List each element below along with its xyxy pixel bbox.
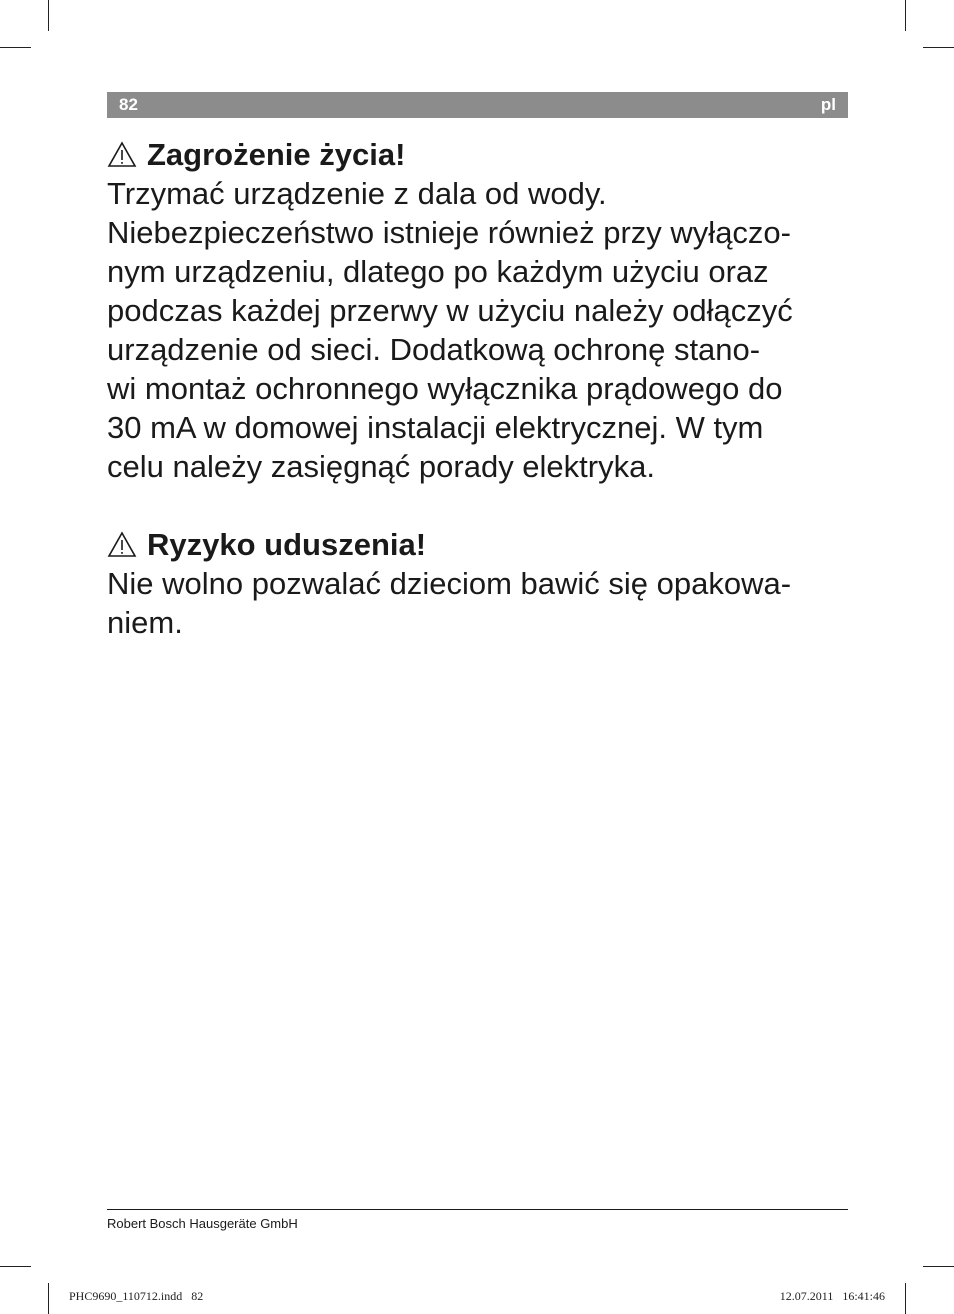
- page-number: 82: [119, 95, 138, 114]
- crop-mark: [0, 1266, 31, 1267]
- page-header-bar: [107, 92, 848, 118]
- paragraph-line: Niebezpieczeństwo istnieje również przy wyłączo-: [107, 215, 791, 250]
- paragraph-line: wi montaż ochronnego wyłącznika prądowego do: [107, 371, 783, 406]
- crop-mark: [923, 1266, 954, 1267]
- crop-mark: [48, 1283, 49, 1314]
- paragraph-line: Trzymać urządzenie z dala od wody.: [107, 176, 607, 211]
- crop-mark: [48, 0, 49, 31]
- paragraph-line: podczas każdej przerwy w użyciu należy odłączyć: [107, 293, 793, 328]
- paragraph-line: 30 mA w domowej instalacji elektrycznej. W tym: [107, 410, 764, 445]
- warning-title: Ryzyko uduszenia!: [147, 527, 427, 562]
- warning-triangle-icon: [107, 141, 137, 168]
- crop-mark: [905, 1283, 906, 1314]
- page-content: [107, 135, 848, 642]
- paragraph-line: Nie wolno pozwalać dzieciom bawić się opakowa-: [107, 566, 792, 601]
- crop-mark: [923, 47, 954, 48]
- crop-mark: [905, 0, 906, 31]
- footer-company: Robert Bosch Hausgeräte GmbH: [107, 1216, 298, 1231]
- footer-divider: [107, 1209, 848, 1210]
- warning-section: [107, 135, 848, 486]
- paragraph-line: niem.: [107, 605, 183, 640]
- warning-title: Zagrożenie życia!: [147, 137, 406, 172]
- paragraph-line: celu należy zasięgnąć porady elektryka.: [107, 449, 655, 484]
- print-slug-datetime: 12.07.2011 16:41:46: [779, 1289, 885, 1303]
- paragraph-line: nym urządzeniu, dlatego po każdym użyciu oraz: [107, 254, 769, 289]
- warning-section: [107, 525, 848, 642]
- print-slug-file: PHC9690_110712.indd 82: [69, 1289, 204, 1303]
- section-spacer: [107, 486, 848, 525]
- paragraph-line: urządzenie od sieci. Dodatkową ochronę stano-: [107, 332, 761, 367]
- warning-triangle-icon: [107, 531, 137, 558]
- warning-heading: [107, 135, 848, 174]
- language-code: pl: [820, 95, 836, 114]
- warning-heading: [107, 525, 848, 564]
- crop-mark: [0, 47, 31, 48]
